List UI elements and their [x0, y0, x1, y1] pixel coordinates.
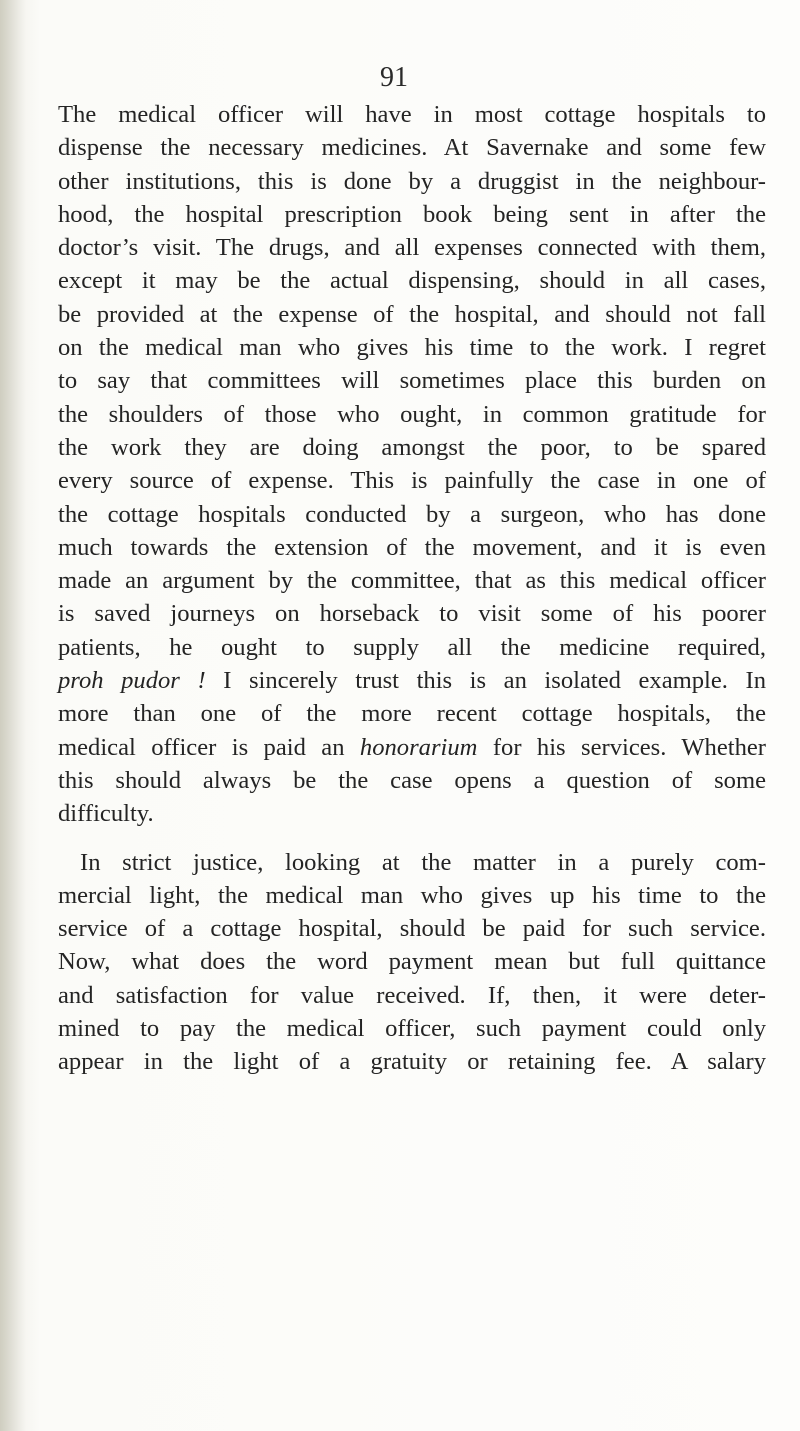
paragraph-2 [58, 846, 766, 1079]
text-line: this should always be the case opens a question of some [58, 766, 766, 794]
text-line: dispense the necessary medicines. At Savernake and some few [58, 134, 766, 162]
text-fragment: for his services. Whether [477, 733, 766, 761]
text-line [58, 731, 766, 764]
text-line: every source of expense. This is painfully the case in one of [58, 467, 766, 495]
text-line: service of a cottage hospital, should be paid for such service. [58, 915, 766, 943]
text-line: the shoulders of those who ought, in common gratitude for [58, 400, 766, 428]
text-line: In strict justice, looking at the matter in a purely com- [80, 848, 766, 876]
text-line: other institutions, this is done by a druggist in the neighbour- [58, 167, 766, 195]
text-line: difficulty. [58, 800, 154, 828]
latin-term: honorarium [359, 733, 478, 761]
text-line: be provided at the expense of the hospital, and should not fall [58, 300, 766, 328]
text-line: to say that committees will sometimes place this burden on [58, 367, 766, 395]
text-line: The medical officer will have in most cottage hospitals to [58, 101, 766, 128]
text-line: and satisfaction for value received. If, then, it were deter- [58, 981, 766, 1009]
text-fragment: medical officer is paid an [58, 733, 360, 761]
text-line: hood, the hospital prescription book being sent in after the [58, 200, 766, 228]
text-line: except it may be the actual dispensing, should in all cases, [58, 267, 766, 295]
text-line: made an argument by the committee, that as this medical officer [58, 567, 766, 595]
text-line: is saved journeys on horseback to visit some of his poorer [58, 600, 766, 628]
paragraph-1 [58, 98, 766, 831]
text-line: doctor’s visit. The drugs, and all expenses connected with them, [58, 234, 766, 262]
page-number: 91 [380, 62, 408, 93]
text-fragment: I sincerely trust this is an isolated example. In [205, 667, 767, 695]
page-edge-shadow [0, 0, 26, 1431]
text-line: mined to pay the medical officer, such payment could only [58, 1015, 766, 1043]
text-line [58, 664, 766, 697]
text-line: the work they are doing amongst the poor, to be spared [58, 433, 766, 461]
text-line: appear in the light of a gratuity or retaining fee. A salary [58, 1048, 766, 1076]
text-line: patients, he ought to supply all the medicine required, [58, 633, 766, 661]
text-line: much towards the extension of the movement, and it is even [58, 533, 766, 561]
text-line: mercial light, the medical man who gives up his time to the [58, 881, 766, 909]
text-line: more than one of the more recent cottage hospitals, the [58, 700, 766, 728]
latin-phrase: proh pudor ! [58, 667, 206, 695]
text-line: Now, what does the word payment mean but full quittance [58, 948, 766, 976]
text-line: the cottage hospitals conducted by a surgeon, who has done [58, 500, 766, 528]
text-line: on the medical man who gives his time to the work. I regret [58, 334, 766, 362]
body-text [58, 98, 766, 1079]
